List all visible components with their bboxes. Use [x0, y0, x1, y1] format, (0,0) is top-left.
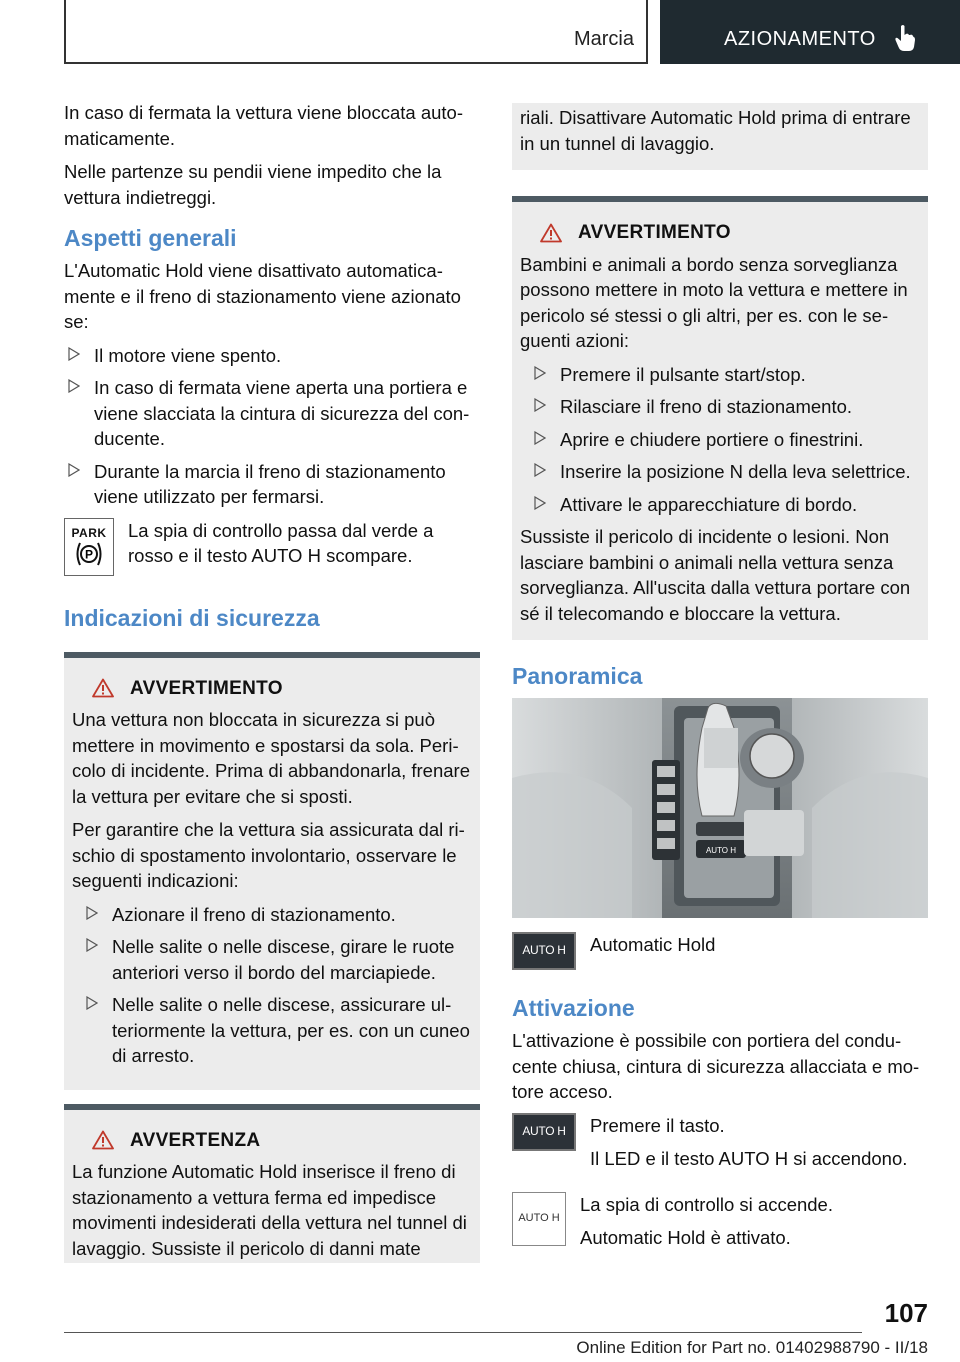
triangle-bullet-icon — [68, 463, 80, 477]
triangle-bullet-icon — [534, 431, 546, 445]
list-item — [530, 427, 920, 453]
warning-triangle-icon — [92, 1130, 114, 1150]
triangle-bullet-icon — [534, 463, 546, 477]
warning-triangle-icon — [540, 223, 562, 243]
list-item — [82, 992, 472, 1069]
warning-box-1 — [64, 652, 480, 1090]
list-item — [530, 492, 920, 518]
list-item-text: Premere il pulsante start/stop. — [560, 363, 806, 385]
list-item-text: Il motore viene spento. — [94, 344, 282, 366]
warning-box-3 — [512, 196, 928, 640]
list-item — [530, 394, 920, 420]
list-item — [64, 343, 480, 369]
warning-text: Una vettura non bloccata in sicurezza si può mettere in movimento e spostarsi da sola. Pericolo di incidente. Prima di abbandonarla, frenare la vettura per evitare che si sposti. — [72, 709, 470, 807]
park-indicator-icon — [64, 518, 114, 576]
activation-text: L'attivazione è possibile con portiera del conducente chiusa, cintura di sicurezza allacciata e motore acceso. — [512, 1030, 920, 1102]
triangle-bullet-icon — [534, 366, 546, 380]
list-item-text: Inserire la posizione N della leva selettrice. — [560, 461, 911, 482]
left-column — [64, 100, 480, 1277]
photo-button-label: AUTO H — [705, 846, 737, 855]
warning-text: Bambini e animali a bordo senza sorveglianza possono mettere in moto la vettura e mettere in pericolo sé stessi o gli altri, per es. con le seguenti azioni: — [520, 253, 908, 351]
intro-paragraph-1: In caso di fermata la vettura viene bloccata automaticamente. — [64, 102, 464, 149]
header-section-tab — [64, 0, 648, 64]
safety-heading: Indicazioni di sicurezza — [64, 604, 320, 631]
list-item — [82, 902, 472, 928]
triangle-bullet-icon — [534, 496, 546, 510]
list-item-text: Azionare il freno di stazionamento. — [112, 903, 396, 925]
triangle-bullet-icon — [86, 906, 98, 920]
park-icon-symbol: P — [84, 547, 94, 561]
triangle-bullet-icon — [68, 347, 80, 361]
right-column — [512, 103, 928, 1263]
indicator-text-1: La spia di controllo si accende. — [580, 1193, 833, 1215]
list-item-text: Nelle salite o nelle discese, assicurare ulteriormente la vettura, per es. con un cuneo di arresto. — [112, 994, 470, 1066]
warning-text: Per garantire che la vettura sia assicurata dal rischio di spostamento involontario, osservare le seguenti indicazioni: — [72, 819, 465, 891]
list-item-text: Aprire e chiudere portiere o finestrini. — [560, 428, 864, 450]
list-item-text: Nelle salite o nelle discese, girare le ruote anteriori verso il bordo del marciapiede. — [112, 936, 455, 983]
warning-title: AVVERTIMENTO — [578, 222, 731, 243]
led-text: Il LED e il testo AUTO H si accendono. — [590, 1148, 908, 1169]
warning-text: riali. Disattivare Automatic Hold prima di entrare in un tunnel di lavaggio. — [520, 107, 911, 154]
footer-divider — [64, 1332, 862, 1333]
triangle-bullet-icon — [68, 379, 80, 393]
general-heading: Aspetti generali — [64, 225, 237, 251]
warning-box-2 — [64, 1104, 480, 1264]
press-text: Premere il tasto. — [590, 1114, 725, 1136]
warning-box-2-continued — [512, 103, 928, 170]
list-item — [82, 934, 472, 985]
warning-title: AVVERTIMENTO — [130, 677, 283, 699]
center-console-photo — [512, 698, 928, 918]
autoh-indicator-icon: AUTO H — [512, 1192, 566, 1246]
warning-list — [530, 362, 920, 518]
warning-text: La funzione Automatic Hold inserisce il freno di stazionamento a vettura ferma ed impedisce movimenti indesiderati della vettura nel tunnel di lavaggio. Sussiste il pericolo di danni mate — [72, 1161, 467, 1259]
header-chapter-tab — [660, 0, 960, 64]
list-item-text: In caso di fermata viene aperta una portiera e viene slacciata la cintura di sicurezza del conducente. — [94, 377, 470, 449]
header-chapter-label: AZIONAMENTO — [724, 28, 876, 50]
list-item — [530, 362, 920, 388]
autoh-caption: Automatic Hold — [590, 934, 716, 955]
list-item-text: Attivare le apparecchiature di bordo. — [560, 493, 858, 515]
header-section-label: Marcia — [573, 28, 634, 50]
intro-paragraph-2: Nelle partenze su pendii viene impedito che la vettura indietreggi. — [64, 161, 442, 208]
autoh-button-icon: AUTO H — [512, 1113, 576, 1151]
list-item — [64, 459, 480, 510]
general-text: L'Automatic Hold viene disattivato automaticamente e il freno di stazionamento viene azionato se: — [64, 260, 461, 332]
triangle-bullet-icon — [86, 938, 98, 952]
triangle-bullet-icon — [534, 398, 546, 412]
triangle-bullet-icon — [86, 996, 98, 1010]
indicator-row — [512, 1192, 928, 1251]
park-icon-label: PARK — [71, 525, 107, 540]
page-number: 107 — [884, 1298, 928, 1328]
warning-list — [82, 902, 472, 1069]
footer-edition: Online Edition for Part no. 01402988790 - II/18 — [576, 1338, 928, 1357]
list-item — [64, 375, 480, 452]
activation-heading: Attivazione — [512, 995, 635, 1021]
overview-heading: Panoramica — [512, 663, 643, 689]
indicator-text-2: Automatic Hold è attivato. — [580, 1227, 791, 1248]
list-item-text: Rilasciare il freno di stazionamento. — [560, 396, 853, 417]
autoh-caption-row — [512, 932, 928, 970]
warning-triangle-icon — [92, 678, 114, 698]
list-item — [530, 459, 920, 485]
park-indicator-row — [64, 518, 480, 576]
press-button-row — [512, 1113, 928, 1172]
warning-text: Sussiste il pericolo di incidente o lesioni. Non lasciare bambini o animali nella vettura senza sorveglianza. All'uscita dalla vettura portare con sé il telecomando e bloccare la vettura. — [520, 526, 911, 624]
pointing-hand-icon — [894, 24, 916, 52]
autoh-button-icon: AUTO H — [512, 932, 576, 970]
warning-title: AVVERTENZA — [130, 1129, 261, 1151]
general-list — [64, 343, 480, 510]
park-indicator-text: La spia di controllo passa dal verde a rosso e il testo AUTO H scompare. — [128, 519, 434, 566]
park-brake-icon — [74, 540, 104, 568]
list-item-text: Durante la marcia il freno di stazionamento viene utilizzato per fermarsi. — [94, 460, 446, 507]
